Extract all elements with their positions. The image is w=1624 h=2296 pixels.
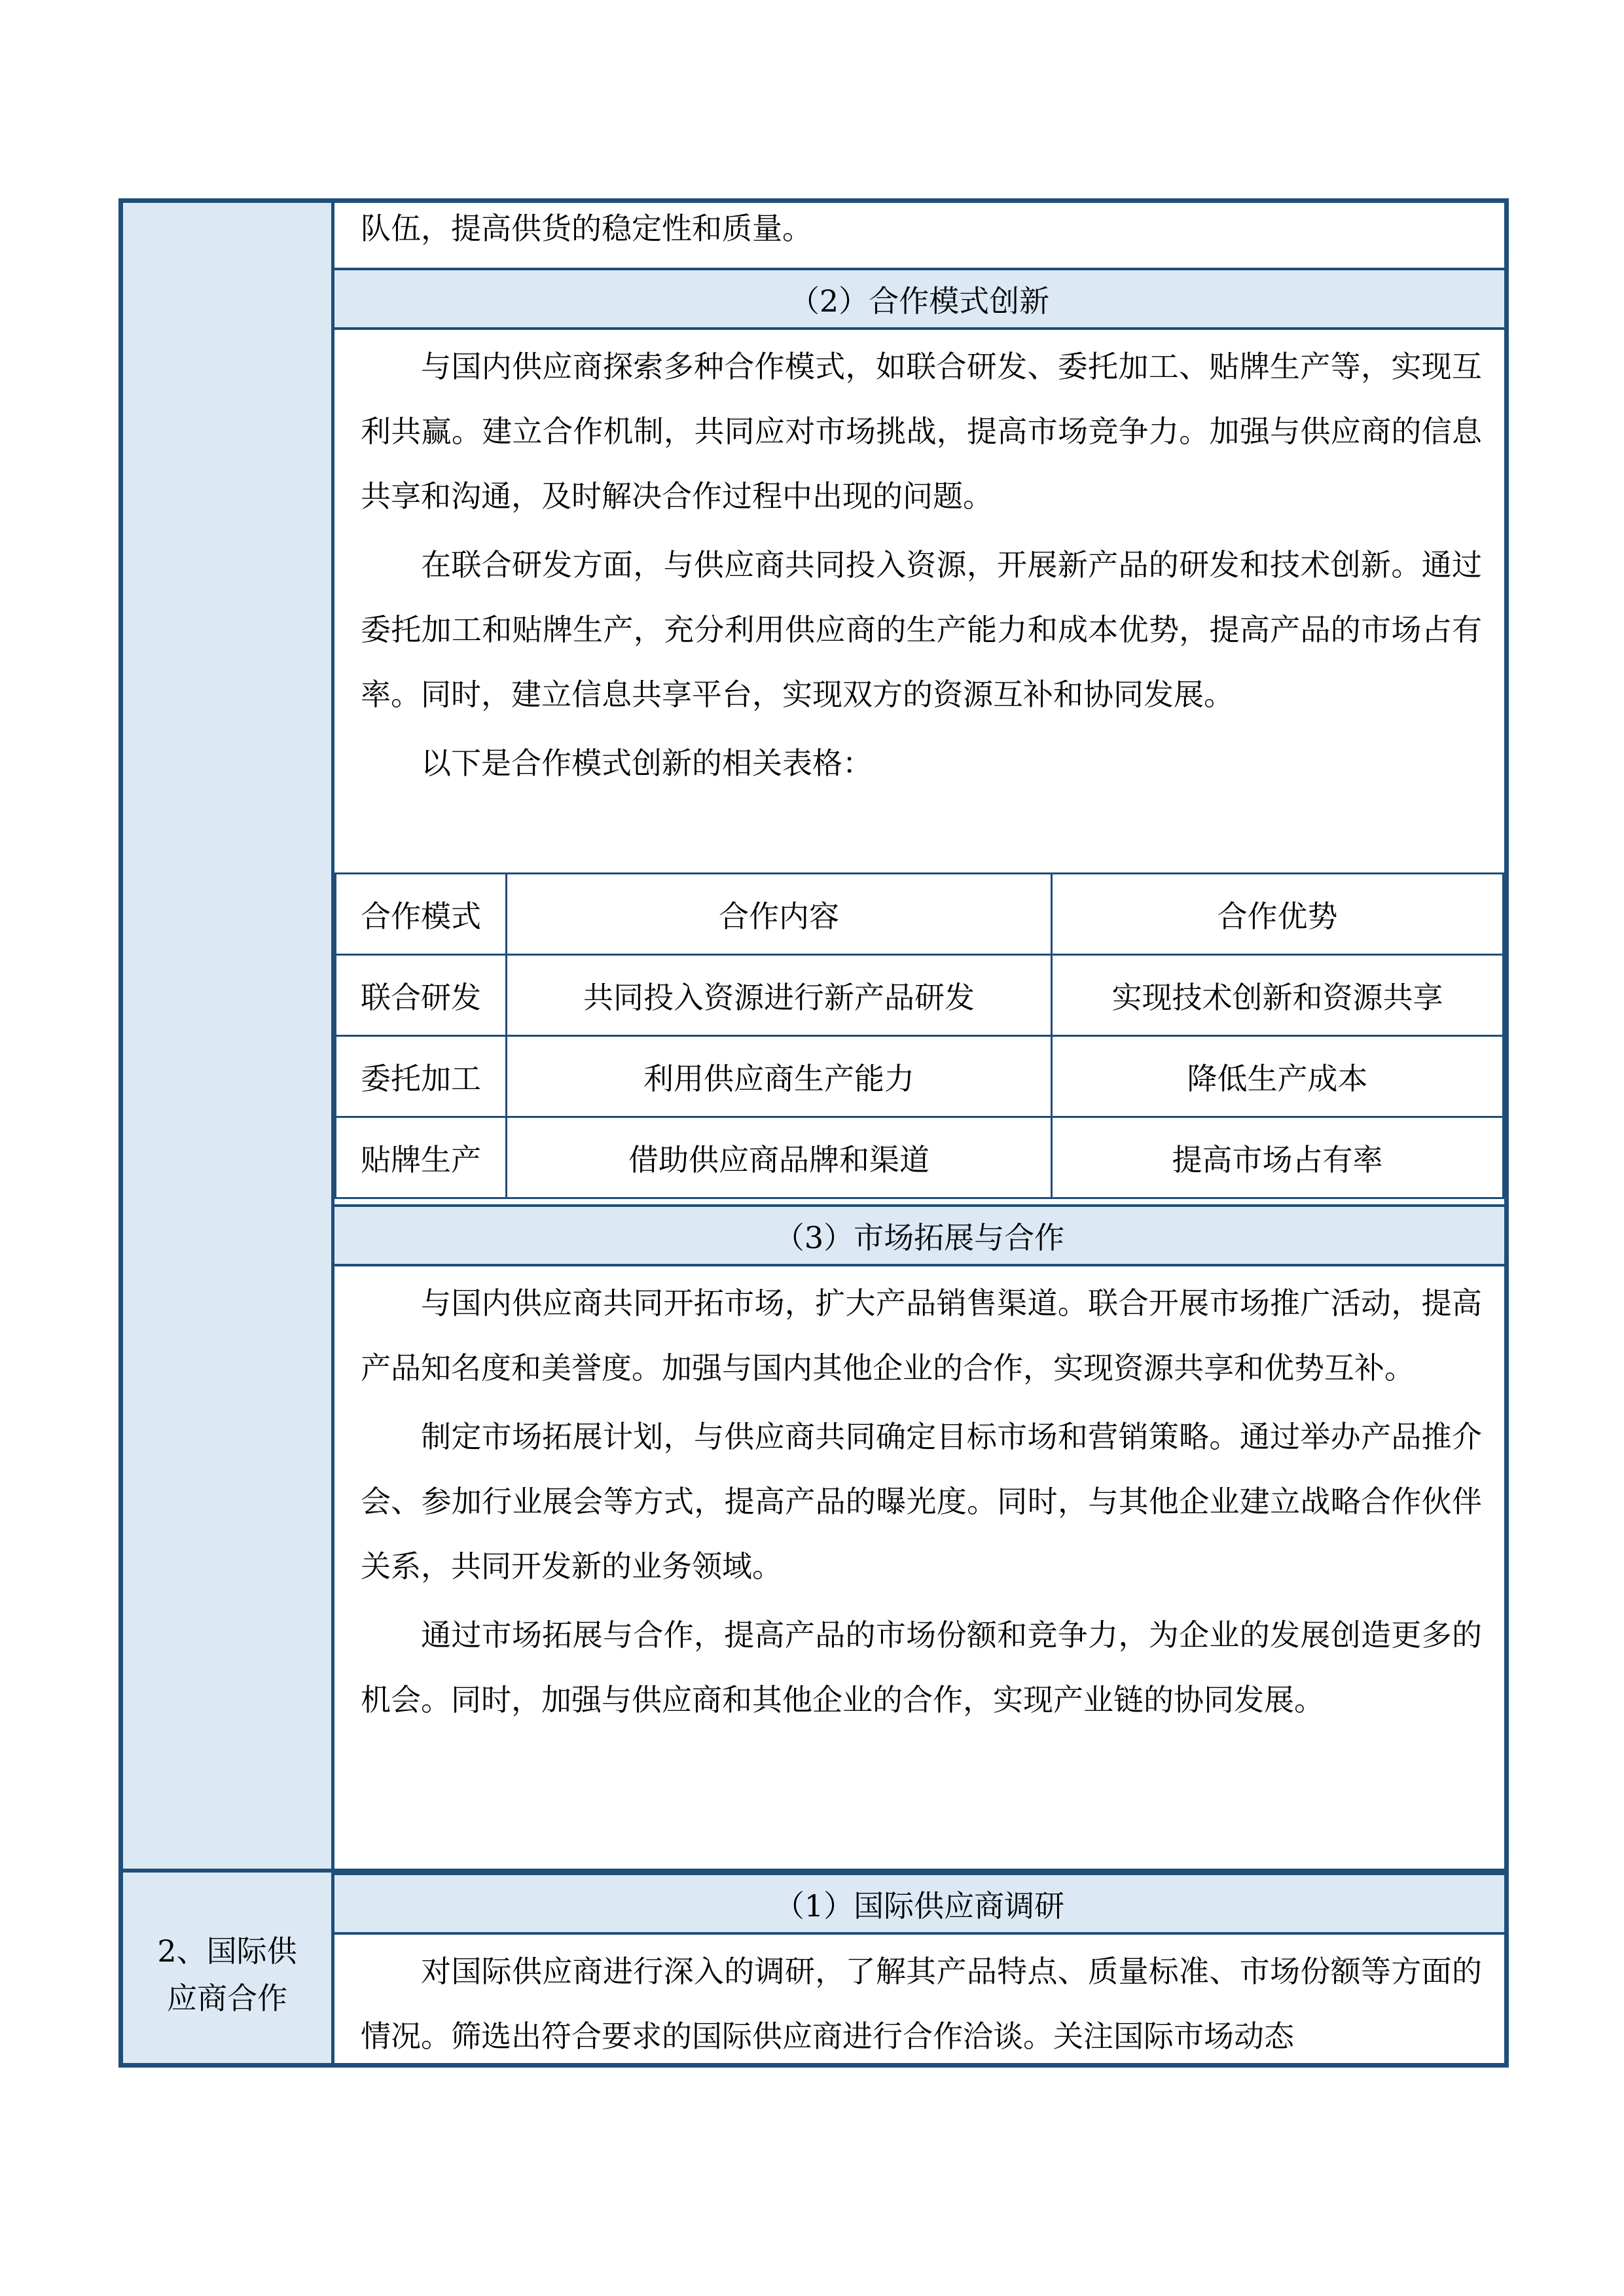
section2-sub1-heading: （1）国际供应商调研 [334, 1873, 1504, 1935]
paragraph: 以下是合作模式创新的相关表格： [421, 745, 873, 781]
section2-label-line2: 应商合作 [167, 1981, 287, 2016]
continued-paragraph [361, 196, 1482, 265]
table-row [336, 955, 1504, 1036]
table-cell: 实现技术创新和资源共享 [1052, 955, 1504, 1036]
paragraph: 与国内供应商探索多种合作模式，如联合研发、委托加工、贴牌生产等，实现互利共赢。建立合作机制，共同应对市场挑战，提高市场竞争力。加强与供应商的信息共享和沟通，及时解决合作过程中出现的问题。 [361, 349, 1482, 514]
table-header-cell: 合作内容 [507, 874, 1052, 955]
paragraph: 与国内供应商共同开拓市场，扩大产品销售渠道。联合开展市场推广活动，提高产品知名度和美誉度。加强与国内其他企业的合作，实现资源共享和优势互补。 [361, 1285, 1482, 1386]
table-row [336, 1117, 1504, 1198]
table-cell: 联合研发 [336, 955, 507, 1036]
table-cell: 贴牌生产 [336, 1117, 507, 1198]
paragraph: 通过市场拓展与合作，提高产品的市场份额和竞争力，为企业的发展创造更多的机会。同时，加强与供应商和其他企业的合作，实现产业链的协同发展。 [361, 1617, 1482, 1717]
paragraph: 对国际供应商进行深入的调研，了解其产品特点、质量标准、市场份额等方面的情况。筛选出符合要求的国际供应商进行合作洽谈。关注国际市场动态 [361, 1954, 1482, 2054]
table-cell: 共同投入资源进行新产品研发 [507, 955, 1052, 1036]
sub3-body [361, 1271, 1482, 1736]
left-column [123, 203, 331, 2063]
sub3-heading: （3）市场拓展与合作 [334, 1204, 1504, 1266]
table-cell: 利用供应商生产能力 [507, 1036, 1052, 1117]
section2-label-line1: 2、国际供 [157, 1933, 297, 1969]
table-cell: 降低生产成本 [1052, 1036, 1504, 1117]
table-header-cell: 合作模式 [336, 874, 507, 955]
section2-label [123, 1928, 331, 2022]
table-cell: 借助供应商品牌和渠道 [507, 1117, 1052, 1198]
paragraph: 在联合研发方面，与供应商共同投入资源，开展新产品的研发和技术创新。通过委托加工和贴牌生产，充分利用供应商的生产能力和成本优势，提高产品的市场占有率。同时，建立信息共享平台，实现双方的资源互补和协同发展。 [361, 547, 1482, 712]
table-cell: 委托加工 [336, 1036, 507, 1117]
table-cell: 提高市场占有率 [1052, 1117, 1504, 1198]
paragraph: 队伍，提高供货的稳定性和质量。 [361, 211, 812, 246]
table-header-row [336, 874, 1504, 955]
content-table [118, 198, 1509, 2068]
sub2-body [361, 334, 1482, 800]
cooperation-mode-table [334, 872, 1504, 1199]
table-header-cell: 合作优势 [1052, 874, 1504, 955]
sub2-heading: （2）合作模式创新 [334, 268, 1504, 330]
paragraph: 制定市场拓展计划，与供应商共同确定目标市场和营销策略。通过举办产品推介会、参加行业展会等方式，提高产品的曝光度。同时，与其他企业建立战略合作伙伴关系，共同开发新的业务领域。 [361, 1419, 1482, 1584]
section2-sub1-body [361, 1939, 1482, 2073]
table-row [336, 1036, 1504, 1117]
